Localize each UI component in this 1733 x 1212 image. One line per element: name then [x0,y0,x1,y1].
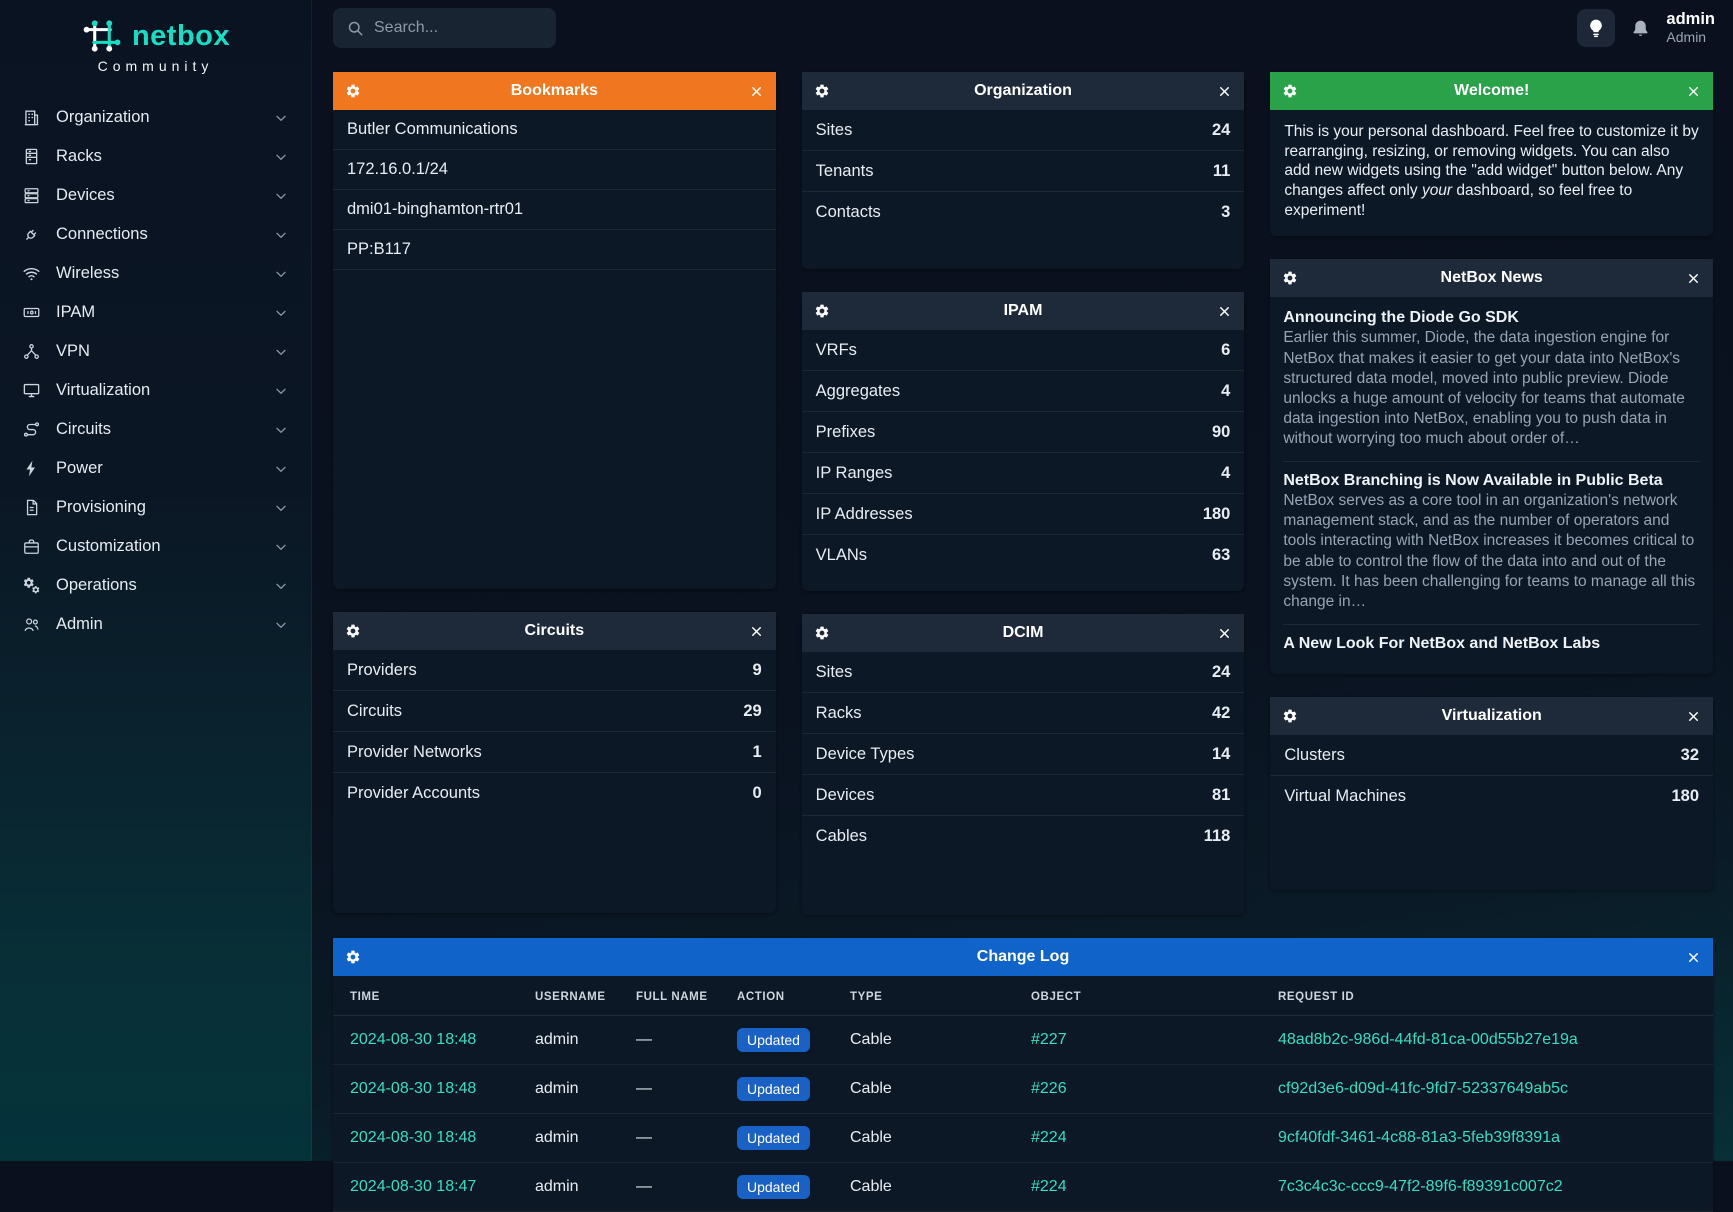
sidebar-item-label: Customization [56,537,161,555]
sidebar-item-virtualization[interactable] [0,371,311,410]
close-icon [1686,709,1701,724]
gear-icon [345,949,361,965]
widget-close-button[interactable] [1686,271,1701,286]
stat-row[interactable] [333,650,776,691]
stat-row[interactable] [333,773,776,814]
changelog-request-id-link[interactable]: cf92d3e6-d09d-41fc-9fd7-52337649ab5c [1268,1065,1713,1114]
stat-row[interactable] [802,371,1245,412]
sidebar-item-power[interactable] [0,449,311,488]
netbox-logo[interactable] [0,0,311,84]
changelog-object-link[interactable]: #226 [1021,1065,1268,1114]
changelog-type: Cable [840,1163,1021,1212]
gear-icon [814,83,830,99]
news-article [1283,625,1700,666]
user-role: Admin [1666,29,1707,46]
topbar [312,0,1733,56]
stat-label: IP Ranges [815,463,893,482]
stat-value: 11 [1212,161,1231,180]
changelog-action [727,1114,840,1163]
close-icon [1686,950,1701,965]
counter-icon [22,303,41,322]
chevron-down-icon [273,149,289,165]
widget-change-log-header [333,938,1713,976]
stat-value: 6 [1221,340,1231,359]
stat-row[interactable] [802,652,1245,693]
news-article-title[interactable]: NetBox Branching is Now Available in Public Beta [1283,472,1663,490]
plug-icon [22,225,41,244]
news-article-title[interactable]: Announcing the Diode Go SDK [1283,309,1519,327]
close-icon [1686,271,1701,286]
widget-title: NetBox News [1440,269,1543,287]
widget-title: Bookmarks [510,82,598,99]
network-nodes-icon [22,342,41,361]
sidebar-item-admin[interactable] [0,605,311,644]
widget-config-button[interactable] [814,625,830,641]
stat-label: Provider Accounts [347,784,480,802]
widget-organization-header [802,72,1245,110]
widget-title: Welcome! [1454,82,1530,99]
gear-icon [814,625,830,641]
widget-config-button[interactable] [345,949,361,965]
sidebar-item-label: Organization [56,108,150,126]
stat-row[interactable] [1270,735,1713,776]
widget-config-button[interactable] [345,623,361,639]
widget-close-button[interactable] [1686,84,1701,99]
sidebar-item-connections[interactable] [0,215,311,254]
changelog-row [333,1016,1713,1065]
chevron-down-icon [273,383,289,399]
stat-row[interactable] [802,693,1245,734]
stat-row[interactable] [333,732,776,773]
close-icon [1217,304,1232,319]
widget-close-button[interactable] [1686,950,1701,965]
changelog-request-id-link[interactable]: 48ad8b2c-986d-44fd-81ca-00d55b27e19a [1268,1016,1713,1065]
sidebar-item-label: Racks [56,147,102,165]
stat-label: Circuits [347,701,403,720]
search-icon [346,19,364,37]
sidebar-item-label: Devices [56,186,115,204]
changelog-table [333,976,1713,1212]
changelog-type: Cable [840,1016,1021,1065]
widget-close-button[interactable] [1217,304,1232,319]
widget-config-button[interactable] [345,83,361,99]
widget-title: Virtualization [1441,707,1542,725]
widget-config-button[interactable] [814,303,830,319]
document-icon [22,498,41,517]
stat-label: Devices [815,785,875,804]
sidebar [0,0,312,1161]
close-icon [1217,626,1232,641]
sidebar-item-racks[interactable] [0,137,311,176]
stat-value: 32 [1680,745,1700,764]
cogs-icon [22,576,41,595]
changelog-time-link[interactable]: 2024-08-30 18:48 [333,1065,525,1114]
welcome-text-part: This is your personal dashboard. Feel free to customize it by rearranging, resizing, or removing widgets. You can also add new widgets using the "add widget" button below. Any changes affect only [1284,123,1699,200]
stat-row[interactable] [802,151,1245,192]
netbox-logo-icon [81,16,123,56]
stat-value: 3 [1221,203,1231,221]
stat-row[interactable] [333,691,776,732]
changelog-action [727,1163,840,1212]
users-icon [22,615,41,634]
stat-value: 90 [1211,422,1231,441]
chevron-down-icon [273,500,289,516]
gear-icon [1282,83,1298,99]
sidebar-item-label: Operations [56,576,137,594]
widget-config-button[interactable] [1282,83,1298,99]
chevron-down-icon [273,188,289,204]
widget-bookmarks [333,72,776,589]
dashboard-column-1 [333,72,776,913]
widget-ipam-header [802,292,1245,330]
sidebar-item-organization[interactable] [0,98,311,137]
column-header: REQUEST ID [1268,976,1713,1016]
changelog-fullname: — [626,1114,727,1163]
news-article-body: NetBox serves as a core tool in an organization's network management stack, and as the number of operators and tools interacting with NetBox increases it becomes critical to be able to control the flow of the data into and out of the system. It has been challenging for teams to manage all this change in… [1283,492,1696,610]
column-header: TIME [333,976,525,1016]
column-header: USERNAME [525,976,626,1016]
changelog-username: admin [525,1065,626,1114]
changelog-fullname: — [626,1065,727,1114]
close-icon [1217,84,1232,99]
widget-title: Change Log [976,948,1070,965]
chevron-down-icon [273,305,289,321]
changelog-row [333,1163,1713,1212]
chevron-down-icon [273,578,289,594]
column-header: ACTION [727,976,840,1016]
widget-title: Organization [974,82,1072,99]
changelog-fullname: — [626,1163,727,1212]
changelog-action [727,1016,840,1065]
notifications-button[interactable] [1630,18,1651,39]
brand-subtitle: Community [97,58,214,74]
search-box [333,8,556,48]
changelog-row [333,1065,1713,1114]
chevron-down-icon [273,110,289,126]
widget-organization [802,72,1245,269]
changelog-request-id-link[interactable]: 7c3c4c3c-ccc9-47f2-89f6-f89391c007c2 [1268,1163,1713,1212]
widget-config-button[interactable] [814,83,830,99]
changelog-time-link[interactable]: 2024-08-30 18:48 [333,1114,525,1163]
dashboard-column-2 [802,72,1245,915]
changelog-username: admin [525,1016,626,1065]
stat-value: 4 [1221,381,1231,400]
changelog-type: Cable [840,1065,1021,1114]
status-badge: Updated [737,1077,810,1101]
sidebar-item-label: Circuits [56,420,112,438]
widget-config-button[interactable] [1282,708,1298,724]
gear-icon [345,83,361,99]
sidebar-item-label: Provisioning [56,498,146,516]
route-icon [22,420,41,439]
sidebar-item-ipam[interactable] [0,293,311,332]
sidebar-item-label: VPN [56,342,90,360]
news-article [1283,462,1700,625]
close-icon [749,84,764,99]
stat-value: 42 [1211,703,1231,722]
chevron-down-icon [273,266,289,282]
welcome-text-italic: your [1421,182,1453,200]
sidebar-item-vpn[interactable] [0,332,311,371]
status-badge: Updated [737,1126,810,1150]
topbar-right [1577,9,1715,47]
stat-value: 24 [1211,662,1231,681]
server-icon [22,186,41,205]
dashboard-column-3 [1270,72,1713,890]
stat-label: Sites [815,662,853,681]
stat-label: Virtual Machines [1284,787,1407,806]
stat-row[interactable] [802,734,1245,775]
gear-icon [1282,708,1298,724]
chevron-down-icon [273,461,289,477]
sidebar-item-wireless[interactable] [0,254,311,293]
changelog-username: admin [525,1114,626,1163]
monitor-icon [22,381,41,400]
sidebar-item-label: IPAM [56,303,96,321]
widget-news-header [1270,259,1713,297]
widget-close-button[interactable] [1686,709,1701,724]
stat-row[interactable] [802,816,1245,857]
changelog-object-link[interactable]: #227 [1021,1016,1268,1065]
user-menu[interactable] [1666,10,1715,45]
sidebar-item-customization[interactable] [0,527,311,566]
chevron-down-icon [273,617,289,633]
stat-value: 81 [1211,785,1231,804]
sidebar-item-label: Power [56,459,103,477]
stat-label: Clusters [1284,745,1345,764]
chevron-down-icon [273,344,289,360]
status-badge: Updated [737,1028,810,1052]
widget-netbox-news [1270,259,1713,674]
building-icon [22,108,41,127]
bell-icon [1630,18,1651,39]
changelog-action [727,1065,840,1114]
stat-value: 29 [743,701,762,720]
stat-row[interactable] [802,494,1245,535]
news-list [1270,297,1713,674]
user-name: admin [1666,10,1715,29]
close-icon [1686,84,1701,99]
stat-label: Sites [815,120,853,139]
stat-value: 4 [1221,463,1231,482]
changelog-time-link[interactable]: 2024-08-30 18:47 [333,1163,525,1212]
briefcase-icon [22,537,41,556]
sidebar-item-label: Virtualization [56,381,151,399]
stat-value: 1 [752,742,762,761]
widget-welcome-header [1270,72,1713,110]
news-article-title[interactable]: A New Look For NetBox and NetBox Labs [1283,635,1601,653]
stat-row[interactable] [802,453,1245,494]
bookmark-item[interactable]: Butler Communications [333,110,776,150]
dashboard [312,56,1733,1212]
bookmark-item[interactable]: 172.16.0.1/24 [333,150,776,190]
column-header: OBJECT [1021,976,1268,1016]
gear-icon [814,303,830,319]
widget-dcim [802,614,1245,915]
changelog-time-link[interactable]: 2024-08-30 18:48 [333,1016,525,1065]
stat-label: Device Types [815,744,915,763]
widget-dcim-header [802,614,1245,652]
widget-virtualization [1270,697,1713,890]
chevron-down-icon [273,227,289,243]
wifi-icon [22,264,41,283]
stat-row[interactable] [802,412,1245,453]
stat-label: VRFs [815,340,857,359]
changelog-request-id-link[interactable]: 9cf40fdf-3461-4c88-81a3-5feb39f8391a [1268,1114,1713,1163]
stat-row[interactable] [802,192,1245,233]
widget-virtualization-header [1270,697,1713,735]
bookmark-item[interactable]: dmi01-binghamton-rtr01 [333,190,776,230]
widget-circuits [333,612,776,913]
sidebar-item-operations[interactable] [0,566,311,605]
changelog-object-link[interactable]: #224 [1021,1163,1268,1212]
widget-ipam [802,292,1245,591]
stat-row[interactable] [802,330,1245,371]
sidebar-item-provisioning[interactable] [0,488,311,527]
widget-title: IPAM [1003,302,1043,319]
stat-label: Aggregates [815,381,901,400]
bolt-icon [22,459,41,478]
stat-label: Cables [815,827,868,845]
stat-value: 118 [1203,827,1231,845]
sidebar-item-label: Connections [56,225,148,243]
sidebar-item-circuits[interactable] [0,410,311,449]
changelog-row [333,1114,1713,1163]
chevron-down-icon [273,539,289,555]
stat-label: Tenants [815,161,874,180]
widget-change-log [333,938,1713,1212]
gear-icon [1282,270,1298,286]
sidebar-item-label: Admin [56,615,103,633]
lightbulb-icon [1586,18,1606,38]
widget-close-button[interactable] [749,84,764,99]
widget-close-button[interactable] [1217,84,1232,99]
stat-value: 63 [1211,546,1231,564]
welcome-text [1270,110,1713,236]
changelog-object-link[interactable]: #224 [1021,1114,1268,1163]
theme-toggle-button[interactable] [1577,9,1615,47]
stat-value: 14 [1211,744,1231,763]
changelog-type: Cable [840,1114,1021,1163]
status-badge: Updated [737,1175,810,1199]
stat-value: 180 [1202,504,1231,523]
news-article [1283,299,1700,462]
stat-label: Provider Networks [347,742,482,761]
welcome-text-part: dashboard, so feel free to experiment! [1284,182,1633,219]
widget-close-button[interactable] [1217,626,1232,641]
stat-label: VLANs [815,546,868,564]
stat-value: 180 [1671,787,1700,806]
changelog-header-row [333,976,1713,1016]
widget-title: DCIM [1002,624,1044,641]
search-input[interactable] [374,19,543,37]
stat-row[interactable] [1270,776,1713,817]
widget-welcome [1270,72,1713,236]
stat-label: Prefixes [815,422,876,441]
changelog-fullname: — [626,1016,727,1065]
main-area [312,0,1733,1195]
stat-value: 9 [752,660,762,679]
sidebar-item-label: Wireless [56,264,120,282]
widget-config-button[interactable] [1282,270,1298,286]
widget-circuits-header [333,612,776,650]
bookmark-item[interactable]: PP:B117 [333,230,776,270]
stat-row[interactable] [802,110,1245,151]
brand-name: netbox [131,19,231,52]
rack-icon [22,147,41,166]
widget-title: Circuits [524,622,585,639]
news-article-body: Earlier this summer, Diode, the data ingestion engine for NetBox that makes it easier to get your data into NetBox's structured data model, moved into public preview. Diode unlocks a huge amount of velocity for teams that automate data ingestion into NetBox, enabling you to push data in without worrying too much about order of… [1283,329,1685,448]
chevron-down-icon [273,422,289,438]
stat-label: Racks [815,703,862,722]
stat-label: Providers [347,660,417,679]
stat-value: 24 [1211,120,1231,139]
sidebar-item-devices[interactable] [0,176,311,215]
stat-label: IP Addresses [815,504,913,523]
stat-row[interactable] [802,775,1245,816]
column-header: FULL NAME [626,976,727,1016]
stat-label: Contacts [815,203,881,221]
changelog-username: admin [525,1163,626,1212]
stat-value: 0 [752,784,762,802]
sidebar-nav [0,84,311,644]
gear-icon [345,623,361,639]
close-icon [749,624,764,639]
widget-close-button[interactable] [749,624,764,639]
widget-bookmarks-header [333,72,776,110]
column-header: TYPE [840,976,1021,1016]
stat-row[interactable] [802,535,1245,576]
